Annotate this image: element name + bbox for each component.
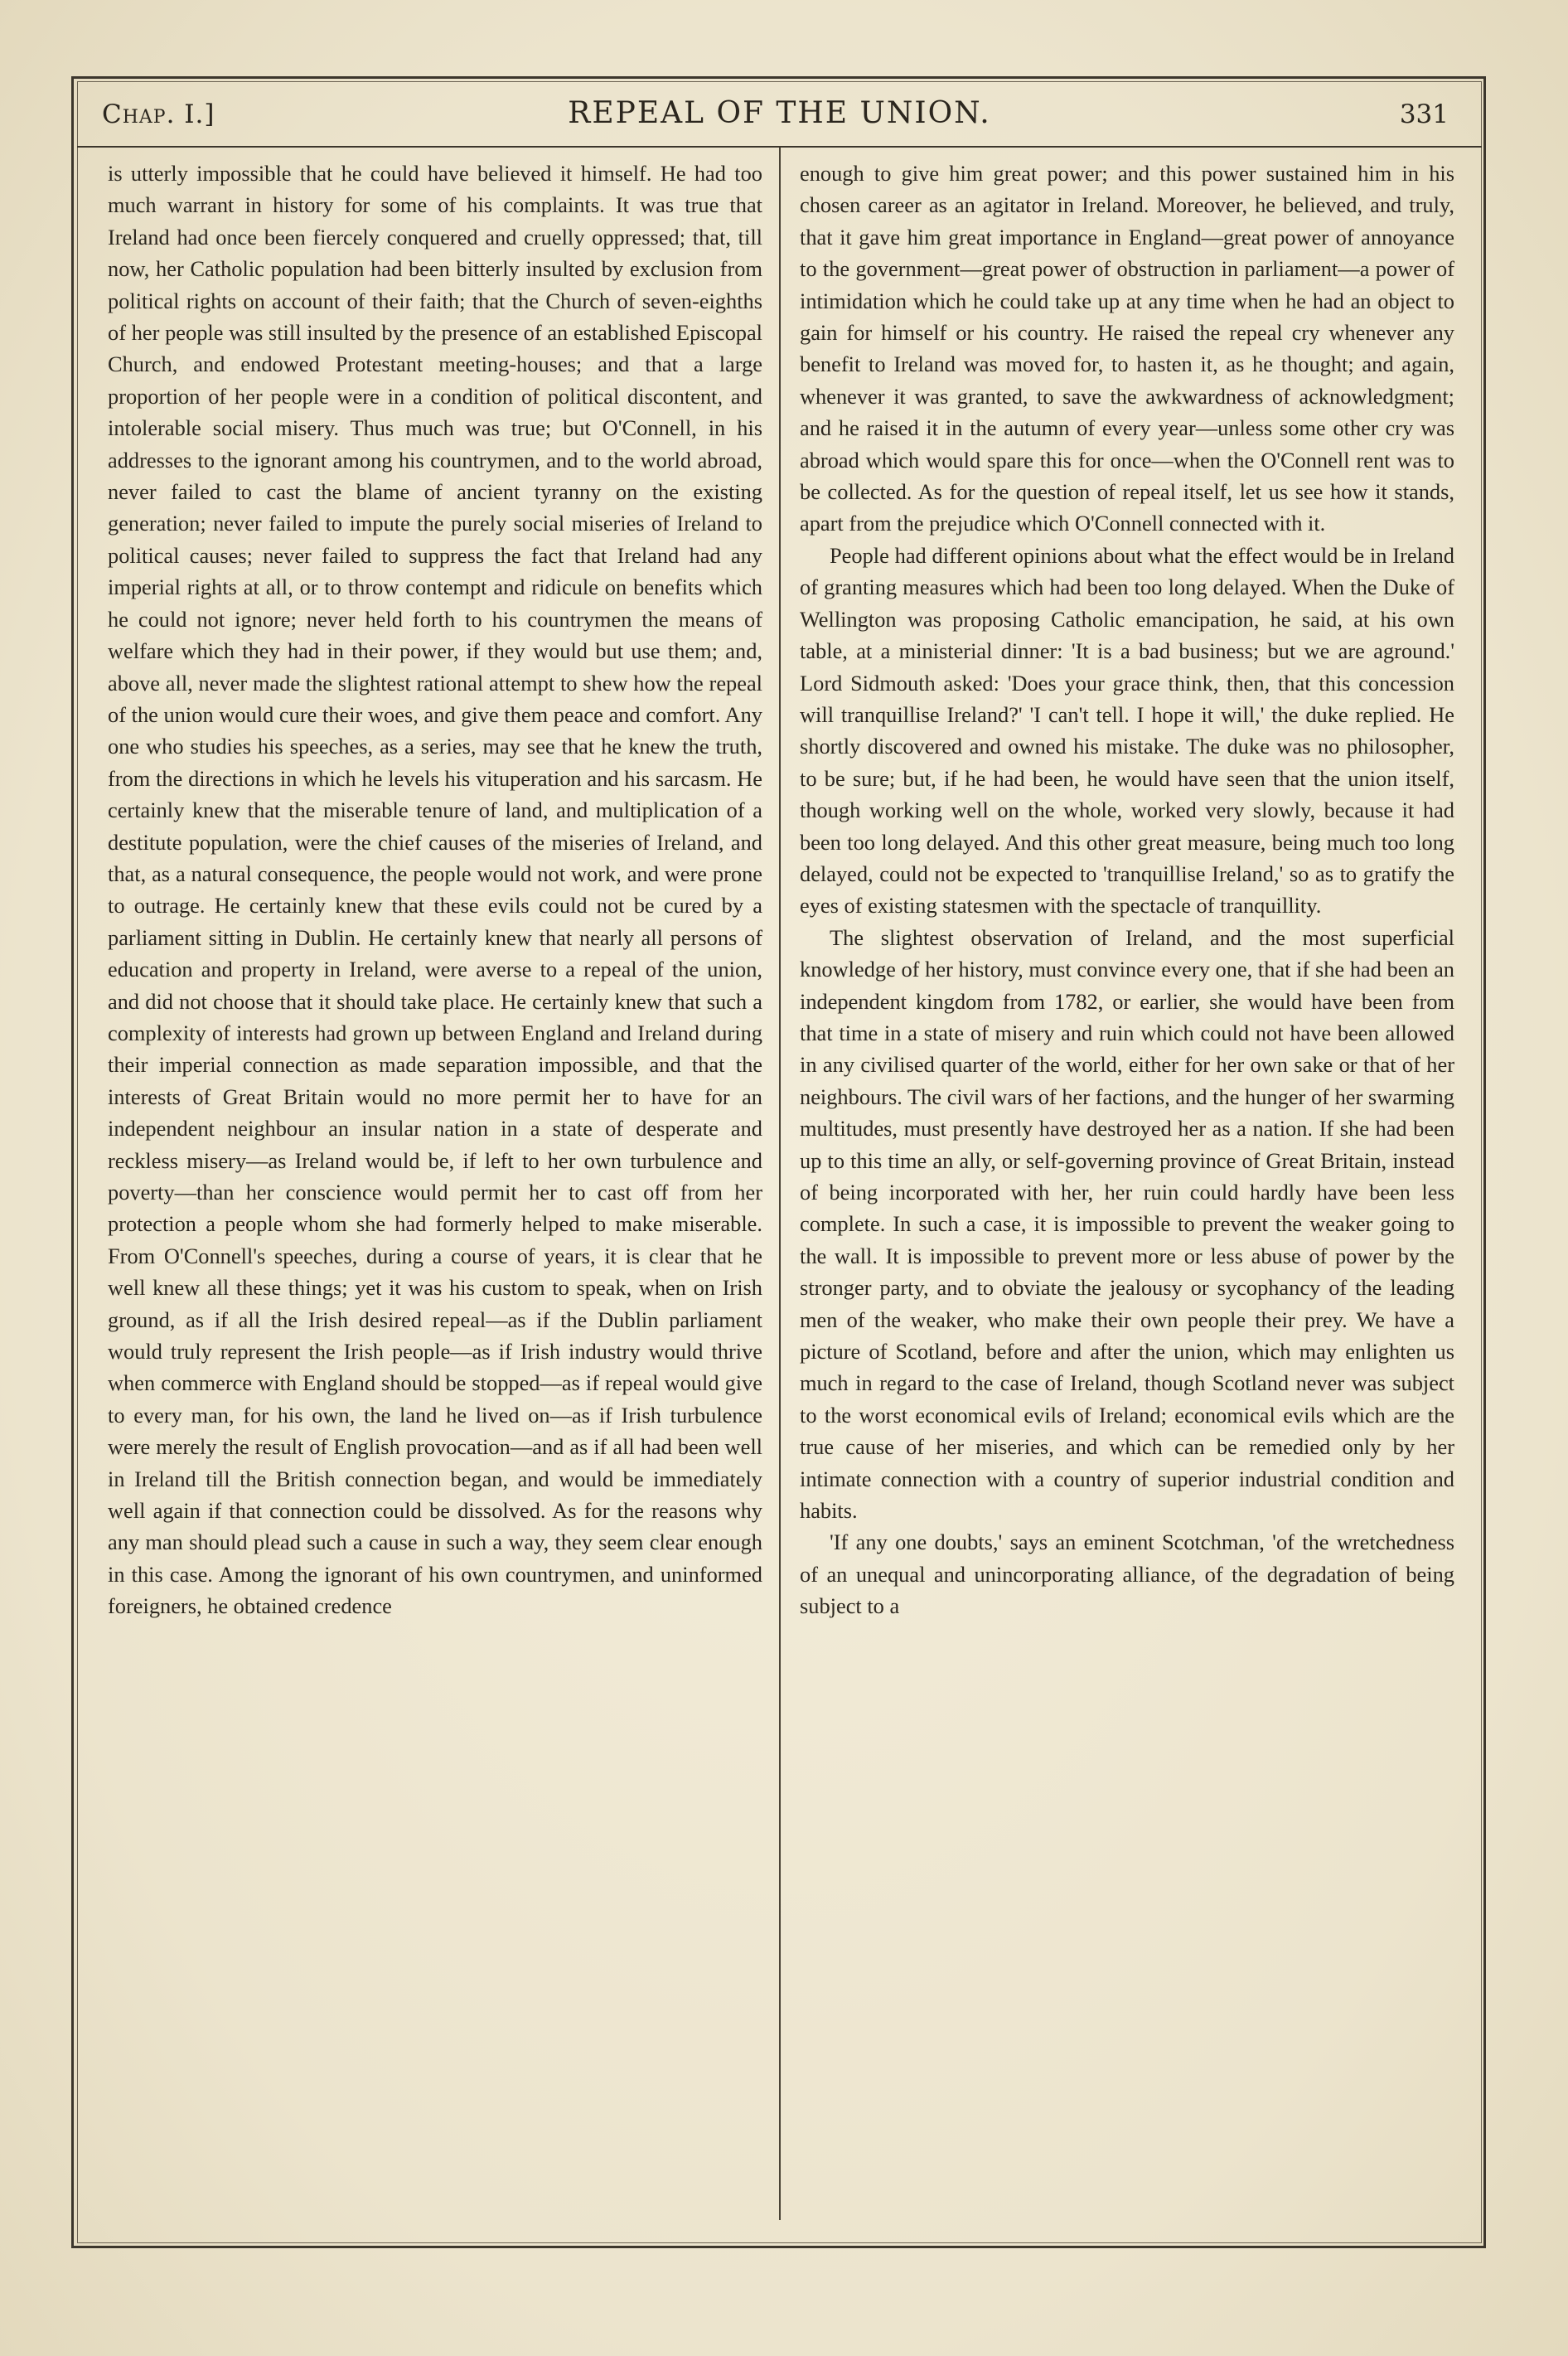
running-header <box>77 81 1482 148</box>
right-column <box>800 158 1454 1622</box>
paragraph: People had different opinions about what the effect would be in Ireland of granting measures which had been too long delayed. When the Duke of Wellington was proposing Catholic emancipation, he said, at his own table, at a ministerial dinner: 'It is a bad business; but we are aground.' Lord Sidmouth asked: 'Does your grace think, then, that this concession will tranquillise Ireland?' 'I can't tell. I hope it will,' the duke replied. He shortly discovered and owned his mistake. The duke was no philosopher, to be sure; but, if he had been, he would have seen that the union itself, though working well on the whole, worked very slowly, because it had been too long delayed. And this other great measure, being much too long delayed, could not be expected to 'tranquillise Ireland,' so as to gratify the eyes of existing statesmen with the spectacle of tranquillity. <box>800 542 1454 919</box>
paragraph: enough to give him great power; and this power sustained him in his chosen career as an agitator in Ireland. Moreover, he believed, and truly, that it gave him great importance in England—great power of annoyance to the government—great power of obstruction in parliament—a power of intimidation which he could take up at any time when he had an object to gain for himself or his country. He raised the repeal cry whenever any benefit to Ireland was moved for, to hasten it, as he thought; and again, whenever it was granted, to save the awkwardness of acknowledgment; and he raised it in the autumn of every year—unless some other cry was abroad which would spare this for once—when the O'Connell rent was to be collected. As for the question of repeal itself, let us see how it stands, apart from the prejudice which O'Connell connected with it. <box>800 161 1454 536</box>
paragraph: is utterly impossible that he could have believed it himself. He had too much warrant in history for some of his complaints. It was true that Ireland had once been fiercely conquered and cruelly oppressed; that, till now, her Catholic population had been bitterly insulted by exclusion from political rights on account of their faith; that the Church of seven-eighths of her people was still insulted by the presence of an established Episcopal Church, and endowed Protestant meeting-houses; and that a large proportion of her people were in a condition of political discontent, and intolerable social misery. Thus much was true; but O'Connell, in his addresses to the ignorant among his countrymen, and to the world abroad, never failed to cast the blame of ancient tyranny on the existing generation; never failed to impute the purely social miseries of Ireland to political causes; never failed to suppress the fact that Ireland had any imperial rights at all, or to throw contempt and ridicule on benefits which he could not ignore; never held forth to his countrymen the means of welfare which they had in their power, if they would but use them; and, above all, never made the slightest rational attempt to shew how the repeal of the union would cure their woes, and give them peace and comfort. Any one who studies his speeches, as a series, may see that he knew the truth, from the directions in which he levels his vituperation and his sarcasm. He certainly knew that the miserable tenure of land, and multiplication of a destitute population, were the chief causes of the miseries of Ireland, and that, as a natural consequence, the people would not work, and were prone to outrage. He certainly knew that these evils could not be cured by a parliament sitting in Dublin. He certainly knew that nearly all persons of education and property in Ireland, were averse to a repeal of the union, and did not choose that it should take place. He certainly knew that such a complexity of interests had grown up between England and Ireland during their imperial connection as made separation impossible, and that the interests of Great Britain would no more permit her to have for an independent neighbour an insular nation in a state of desperate and reckless misery—as Ireland would be, if left to her own turbulence and poverty—than her conscience would permit her to cast off from her protection a people whom she had formerly helped to make miserable. From O'Connell's speeches, during a course of years, it is clear that he well knew all these things; yet it was his custom to speak, when on Irish ground, as if all the Irish desired repeal—as if the Dublin parliament would truly represent the Irish people—as if Irish industry would thrive when commerce with England should be stopped—as if repeal would give to every man, for his own, the land he lived on—as if Irish turbulence were merely the result of English provocation—and as if all had been well in Ireland till the British connection began, and would be immediately well again if that connection could be dissolved. As for the reasons why any man should plead such a cause in such a way, they seem clear enough in this case. Among the ignorant of his own countrymen, and uninformed foreigners, he obtained credence <box>108 161 762 1619</box>
column-divider <box>779 148 781 2220</box>
paragraph: 'If any one doubts,' says an eminent Scotchman, 'of the wretchedness of an unequal and unincorporating alliance, of the degradation of being subject to a <box>800 1529 1454 1619</box>
paragraph: The slightest observation of Ireland, and the most superficial knowledge of her history, must convince every one, that if she had been an independent kingdom from 1782, or earlier, she would have been from that time in a state of misery and ruin which could not have been allowed in any civilised quarter of the world, either for her own sake or that of her neighbours. The civil wars of her factions, and the hunger of her swarming multitudes, must presently have destroyed her as a nation. If she had been up to this time an ally, or self-governing province of Great Britain, instead of being incorporated with her, her ruin could hardly have been less complete. In such a case, it is impossible to prevent the weaker going to the wall. It is impossible to prevent more or less abuse of power by the stronger party, and to obviate the jealousy or sycophancy of the leading men of the weaker, who make their own people their prey. We have a picture of Scotland, before and after the union, which may enlighten us much in regard to the case of Ireland, though Scotland never was subject to the worst economical evils of Ireland; economical evils which are the true cause of her miseries, and which can be remedied only by her intimate connection with a country of superior industrial condition and habits. <box>800 924 1454 1524</box>
running-head-chapter: Chap. I.] <box>102 99 215 129</box>
left-column <box>108 158 762 1622</box>
running-head-title: REPEAL OF THE UNION. <box>568 96 991 130</box>
page-number: 331 <box>1399 99 1449 129</box>
